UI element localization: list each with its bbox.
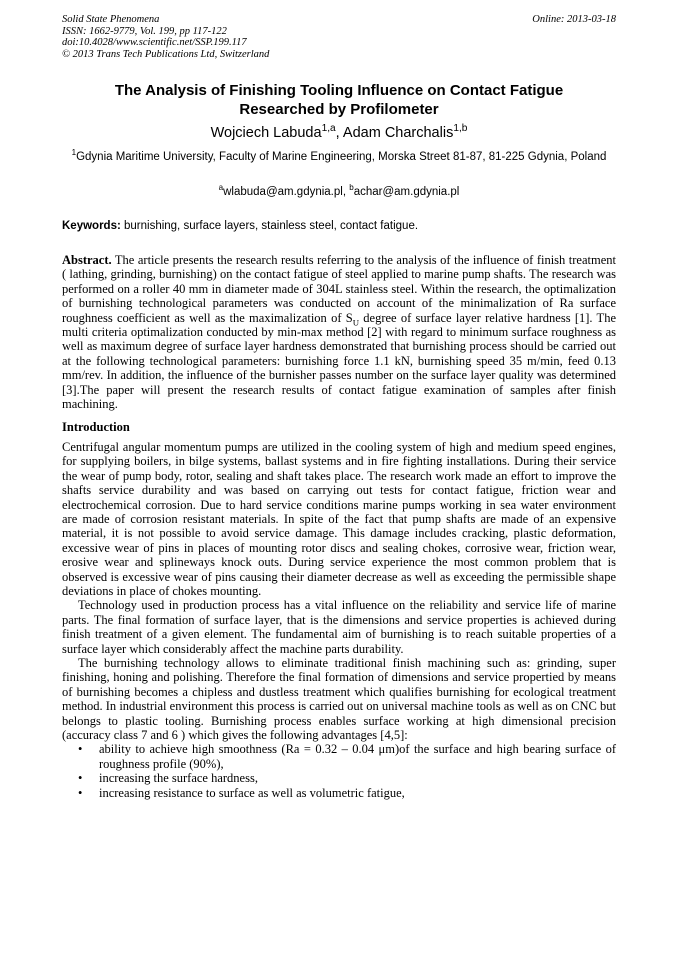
author-name: Wojciech Labuda — [210, 125, 322, 141]
abstract — [62, 253, 616, 411]
abstract-text: degree of surface layer relative hardness [1]. The multi criteria optimalization conducted by min-max method [2] with regard to minimum surface roughness as well as maximum degree of surface layer hardness demonstrated that burnishing process should be carried out at the following technological parameters: burnishing force 1.1 kN, burnishing speed 35 m/min, feed 0.13 mm/rev. In addition, the influence of the burnisher passes number on the surface layer quality was determined [3].The paper will present the research results of contact fatigue examination of samples after finish machining. — [62, 310, 616, 412]
bullet-icon: • — [78, 771, 83, 786]
email-link[interactable]: wlabuda@am.gdynia.pl — [223, 186, 343, 198]
keywords-text: burnishing, surface layers, stainless steel, contact fatigue. — [120, 220, 419, 232]
email-mark: a — [218, 183, 224, 193]
bullet-icon: • — [78, 785, 83, 800]
author-separator: , — [335, 125, 343, 141]
author-affiliation-mark: 1,a — [321, 123, 336, 135]
paragraph: Technology used in production process has a vital influence on the reliability and service life of marine parts. The final formation of surface layer, that is the dimensions and service properties is achieved during finish treatment of a given element. The fundamental aim of burnishing is to reach suitable properties of a surface layer which considerably affect the machine parts durability. — [62, 598, 616, 656]
list-item — [62, 742, 616, 771]
list-item — [62, 786, 616, 800]
copyright-line: © 2013 Trans Tech Publications Ltd, Switzerland — [62, 48, 270, 60]
abstract-subscript: U — [352, 317, 360, 328]
advantages-list — [62, 742, 616, 800]
list-item-text: increasing resistance to surface as well as volumetric fatigue, — [99, 785, 405, 800]
author-affiliation-mark: 1,b — [453, 123, 468, 135]
doi-line: doi:10.4028/www.scientific.net/SSP.199.117 — [62, 37, 247, 48]
paragraph: The burnishing technology allows to eliminate traditional finish machining such as: grinding, super finishing, honing and polishing. Therefore the final formation of dimensions and service propertied by means of burnishing becomes a chipless and dustless treatment which qualifies burnishing for ecological treatment method. In industrial environment this process is carried out on universal machine tools as well as on CNC but belongs to plastic tooling. Burnishing process enables surface working at high dimensional precision (accuracy class 7 and 6 ) which gives the following advantages [4,5]: — [62, 655, 616, 742]
paper-title — [62, 81, 616, 119]
issn-line: ISSN: 1662-9779, Vol. 199, pp 117-122 — [62, 25, 227, 37]
affiliation-mark: 1 — [71, 148, 77, 158]
section-heading: Introduction — [62, 420, 130, 435]
journal-name: Solid State Phenomena — [62, 14, 160, 25]
journal-header — [62, 14, 616, 60]
paper-body — [62, 253, 616, 800]
email-separator: , — [342, 186, 350, 198]
list-item-text: increasing the surface hardness, — [99, 771, 258, 786]
title-line-2: Researched by Profilometer — [239, 101, 439, 118]
keywords-label: Keywords: — [62, 220, 121, 232]
title-line-1: The Analysis of Finishing Tooling Influence on Contact Fatigue — [114, 82, 564, 99]
abstract-label: Abstract. — [62, 253, 112, 267]
email-mark: b — [349, 183, 354, 193]
paragraph: Centrifugal angular momentum pumps are utilized in the cooling system of high and medium speed engines, for supplying boilers, in bilge systems, ballast systems and in fire fighting installations. During their service the wear of pump body, rotor, sealing and shaft takes place. The research work made an effort to improve the shafts service durability and was based on carrying out tests for contact fatigue, friction wear and electrochemical corrosion. Due to hard service conditions marine pumps working in sea water environment are made of corrosion resistant materials. In spite of the fact that pump shafts are made of an expensive material, it is not possible to avoid service damage. This damage includes cracking, plastic deformation, excessive wear of pins in places of mounting rotor discs and sealing chokes, corrosive wear, friction wear, erosive wear and splineways knock outs. During service experience the most common problem that is observed is excessive wear of pins causing their diameter decrease as well as exceeding the permissible shape deviations in place of chokes mounting. — [62, 439, 616, 598]
affiliation-text: Gdynia Maritime University, Faculty of Marine Engineering, Morska Street 81-87, 81-225 Gdynia, Poland — [76, 151, 607, 163]
email-link[interactable]: achar@am.gdynia.pl — [353, 186, 460, 198]
affiliation — [62, 150, 616, 164]
keywords — [62, 219, 616, 233]
author-name: Adam Charchalis — [342, 125, 454, 141]
list-item — [62, 771, 616, 785]
abstract-text: The article presents the research results referring to the analysis of the influence of finish treatment ( lathing, grinding, burnishing) on the contact fatigue of steel applied to marine pump shafts. The research was performed on a roller 40 mm in diameter made of 304L stainless steel. Within the research, the optimalization of burnishing technological parameters was conducted on account of the minimalization of Ra surface roughness coefficient as well as the maximalization of S — [62, 253, 616, 325]
bullet-icon: • — [78, 742, 83, 757]
list-item-text: ability to achieve high smoothness (Ra = 0.32 – 0.04 μm)of the surface and high bearing surface of roughness profile (90%), — [99, 742, 616, 771]
author-emails — [62, 185, 616, 199]
online-date: Online: 2013-03-18 — [532, 14, 616, 25]
author-list — [62, 124, 616, 142]
